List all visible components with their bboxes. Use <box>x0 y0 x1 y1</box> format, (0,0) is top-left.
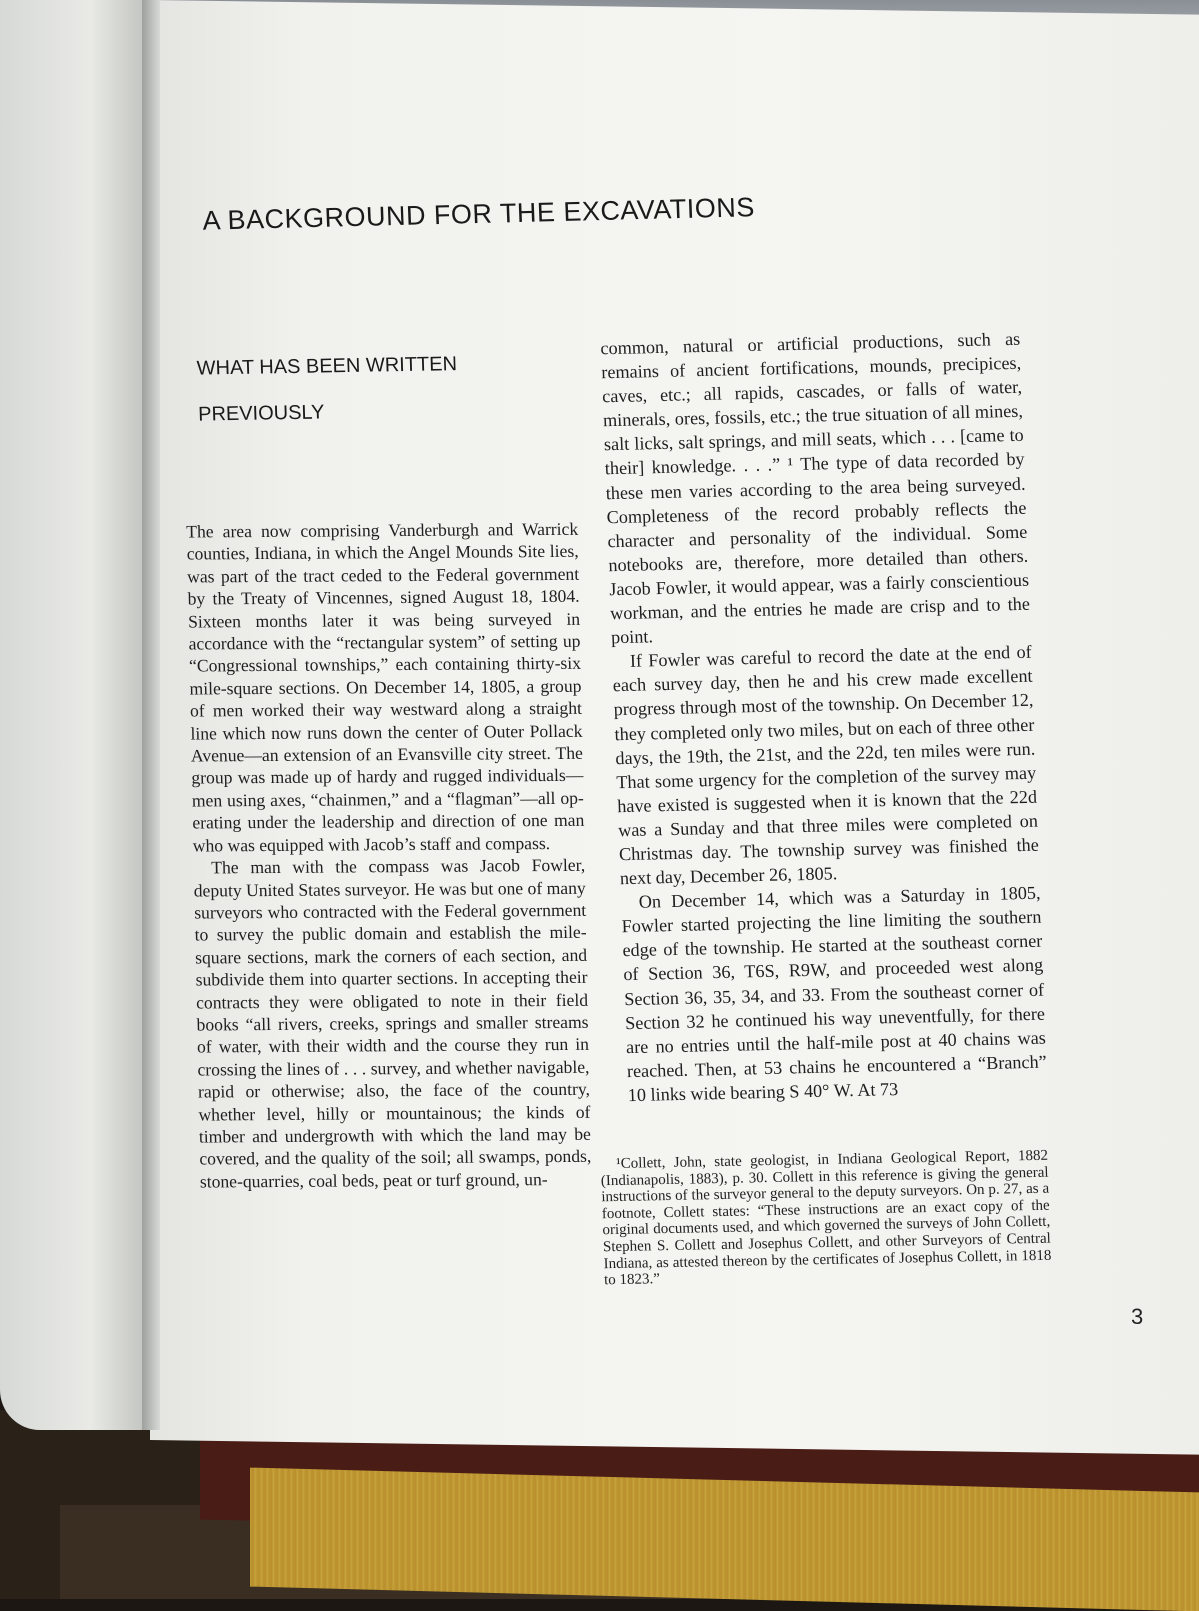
paragraph: common, natural or artificial productions, such as remains of ancient fortifications, mounds, precipices, caves, etc.; all rapids, cascades, or falls of water, minerals, ores, fossils, etc.; the true situation of all mines, salt licks, salt springs, and mill seats, which . . . [came to their] knowledge. . . .” ¹ The type of data recorded by these men varies according to the area being surveyed. Completeness of the record probably reflects the character and personality of the individual. Some notebooks are, therefore, more detailed than others. Jacob Fowler, it would appear, was a fairly conscientious workman, and the entries he made are crisp and to the point. <box>600 328 1031 648</box>
paragraph: If Fowler was careful to record the date at the end of each survey day, then he and his crew made excellent progress through most of the township. On December 12, they completed only two miles, but on each of three other days, the 19th, the 21st, and the 22d, ten miles were run. That some urgency for the completion of the survey may have existed is suggested when it is known that the 22d was a Sunday and that three miles were completed on Christmas day. The township survey was finished the next day, December 26, 1805. <box>612 641 1040 889</box>
book-page <box>150 0 1199 1455</box>
section-heading: WHAT HAS BEEN WRITTEN PREVIOUSLY <box>196 353 458 426</box>
paragraph: The area now comprising Vanderburgh and Warrick counties, Indiana, in which the Angel Mounds Site lies, was part of the tract ceded to the Federal government by the Treaty of Vincennes, signed August 18, 1804. Sixteen months later it was being surveyed in accordance with the “rectangular system” of setting up “Congressional townships,” each containing thirty-six mile-square sections. On December 14, 1805, a group of men worked their way westward along a straight line which now runs down the center of Outer Pollack Avenue—an extension of an Evansville city street. The group was made up of hardy and rugged individuals—men using axes, “chainmen,” and a “flagman”—all operating under the leadership and direction of one man who was equipped with Jacob’s staff and compass. <box>186 518 585 856</box>
paragraph: On December 14, which was a Saturday in 1805, Fowler started projecting the line limiting the southern edge of the township. He started at the southeast corner of Section 36, T6S, R9W, and proceeded west along Section 36, 35, 34, and 33. From the southeast corner of Section 32 he continued his way uneventfully, for there are no entries until the half-mile post at 40 chains was reached. Then, at 53 chains he encountered a “Branch” 10 links wide bearing S 40° W. At 73 <box>621 882 1048 1106</box>
book-edge-mustard <box>250 1468 1199 1611</box>
footnote <box>600 1148 1052 1289</box>
right-text-column <box>600 327 1048 1107</box>
footnote-text: ¹Collett, John, state geologist, in Indiana Geological Report, 1882 (Indianapolis, 1883), p. 30. Collett in this reference is giving the general instructions of the surveyor general to the deputy surveyors. On p. 27, as a footnote, Collett states: “These instructions are an exact copy of the original documents used, and which governed the surveys of John Collett, Stephen S. Collett and Josephus Collett, and other Surveyors of Central Indiana, as attested thereon by the certificates of Josephus Collett, in 1818 to 1823.” <box>600 1147 1052 1289</box>
page-title: A BACKGROUND FOR THE EXCAVATIONS <box>202 192 756 236</box>
page-gutter <box>142 0 160 1430</box>
page-number: 3 <box>1131 1303 1144 1329</box>
paragraph: The man with the compass was Jacob Fowler, deputy United States surveyor. He was but one of many surveyors who contracted with the Federal government to survey the public domain and establish the mile-square sections, mark the corners of each section, and subdivide them into quarter sections. In accepting their contracts they were obligated to note in their field books “all rivers, creeks, springs and smaller streams of water, with their width and the course they run in crossing the lines of . . . survey, and whether navigable, rapid or otherwise; also, the face of the country, whether level, hilly or mountainous; the kinds of timber and undergrowth with which the land may be covered, and the quality of the soil; all swamps, ponds, stone-quarries, coal beds, peat or turf ground, un- <box>193 854 592 1192</box>
left-text-column <box>186 518 592 1193</box>
left-page-edge <box>0 0 150 1430</box>
